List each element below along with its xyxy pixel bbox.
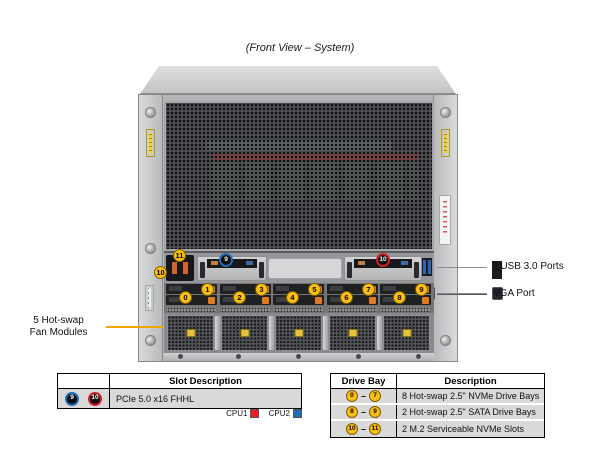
range-dash: – xyxy=(360,424,366,434)
pcie-slot-badge-cpu2: 9 xyxy=(65,392,79,406)
chassis-body xyxy=(138,94,458,362)
bay-range-cell xyxy=(331,421,397,437)
rack-ear-left xyxy=(139,95,163,361)
fan-module xyxy=(383,315,430,351)
fan-handle xyxy=(322,315,329,351)
warning-label xyxy=(146,129,155,157)
bay-description-cell: 2 M.2 Serviceable NVMe Slots xyxy=(402,424,525,434)
drive-bay-pair xyxy=(327,284,378,312)
bay-range-cell xyxy=(331,405,397,419)
bay-description-cell: 8 Hot-swap 2.5" NVMe Drive Bays xyxy=(402,391,540,401)
drive-table-row xyxy=(331,405,544,421)
slot-table-header-title: Slot Description xyxy=(169,375,242,387)
thumbscrew xyxy=(145,335,156,346)
m2-bay-number-badge: 10 xyxy=(154,266,167,279)
drive-bay-number-badge: 2 xyxy=(233,291,246,304)
thumbscrew xyxy=(145,243,156,254)
slot-description-cell xyxy=(110,389,301,408)
fan-module xyxy=(329,315,376,351)
callout-label-fans xyxy=(12,315,105,339)
bay-range-cell xyxy=(331,389,397,403)
drive-bay-row xyxy=(164,283,434,313)
blank-filler-panel xyxy=(268,258,342,279)
usb-ports xyxy=(422,258,432,276)
drive-bay-number-badge: 3 xyxy=(255,283,268,296)
callout-line-usb xyxy=(437,267,487,268)
drive-table-col2-header: Description xyxy=(444,375,497,387)
callout-line-fans xyxy=(106,326,163,328)
slot-description-text: PCIe 5.0 x16 FHHL xyxy=(116,393,195,404)
service-tag xyxy=(439,195,451,245)
slot-table-header-empty xyxy=(58,374,110,388)
chassis-base-rail xyxy=(164,353,434,361)
range-dash: – xyxy=(360,407,366,417)
drive-table-row xyxy=(331,421,544,437)
pcie-slot-badge-cpu2: 9 xyxy=(219,253,233,267)
screw xyxy=(356,354,361,359)
callout-label-usb: 2 USB 3.0 Ports xyxy=(492,261,502,279)
fan-module xyxy=(275,315,322,351)
slot-table-row xyxy=(58,389,301,408)
fan-handle xyxy=(376,315,383,351)
fan-module xyxy=(167,315,214,351)
cpu2-legend-item xyxy=(269,409,302,418)
cpu1-legend-item xyxy=(226,409,259,418)
fan-row xyxy=(164,313,434,353)
figure-title: (Front View – System) xyxy=(245,42,355,54)
drive-bay-number-badge: 10 xyxy=(346,423,358,435)
drive-bay-number-badge: 8 xyxy=(346,406,358,418)
callout-label-vga: VGA Port xyxy=(493,288,535,299)
thumbscrew xyxy=(145,107,156,118)
range-dash: – xyxy=(360,391,366,401)
drive-bay-number-badge: 7 xyxy=(369,390,381,402)
fan-warning-label xyxy=(348,329,357,337)
front-mesh-grille xyxy=(164,101,434,251)
m2-bay-number-badge: 11 xyxy=(173,249,186,262)
status-led-strip xyxy=(145,285,154,311)
screw xyxy=(296,354,301,359)
drive-bay-number-badge: 9 xyxy=(369,406,381,418)
callout-label-fans-line1: 5 Hot-swap xyxy=(33,315,84,326)
drive-bay-number-badge: 4 xyxy=(286,291,299,304)
callout-line-vga xyxy=(437,293,487,295)
drive-bay-number-badge: 0 xyxy=(179,291,192,304)
vent-strip xyxy=(167,307,216,312)
fan-warning-label xyxy=(186,329,195,337)
drive-bay-number-badge: 8 xyxy=(393,291,406,304)
slot-description-table xyxy=(57,373,302,409)
chassis-top-lid xyxy=(140,66,456,94)
thumbscrew xyxy=(440,335,451,346)
drive-bay-pair xyxy=(273,284,324,312)
cpu-legend xyxy=(57,409,302,418)
fan-handle xyxy=(268,315,275,351)
thumbscrew xyxy=(440,107,451,118)
drive-table-row xyxy=(331,389,544,405)
drive-bay-table xyxy=(330,373,545,438)
mesh-overlay xyxy=(166,103,432,249)
drive-bay-number-badge: 0 xyxy=(346,390,358,402)
vent-strip xyxy=(328,307,377,312)
fan-module xyxy=(221,315,268,351)
server-front-view xyxy=(138,66,458,362)
pcie-slot-badge-cpu1: 10 xyxy=(376,253,390,267)
cpu1-legend-label: CPU1 xyxy=(226,409,248,418)
screw xyxy=(416,354,421,359)
drive-table-header xyxy=(331,374,544,389)
vent-strip xyxy=(221,307,270,312)
callout-label-fans-line2: Fan Modules xyxy=(29,327,88,338)
drive-bay-pair xyxy=(220,284,271,312)
slot-table-header xyxy=(58,374,301,389)
vent-strip xyxy=(381,307,430,312)
fan-warning-label xyxy=(402,329,411,337)
drive-bay-number-badge: 1 xyxy=(201,283,214,296)
cpu2-legend-label: CPU2 xyxy=(268,409,290,418)
io-panel-row xyxy=(156,250,434,283)
drive-bay-number-badge: 6 xyxy=(340,291,353,304)
drive-bay-pair xyxy=(380,284,431,312)
warning-label xyxy=(441,129,450,157)
screw xyxy=(236,354,241,359)
drive-table-col1-header: Drive Bay xyxy=(331,374,397,388)
drive-bay-number-badge: 9 xyxy=(415,283,428,296)
rack-ear-right xyxy=(433,95,457,361)
fan-warning-label xyxy=(240,329,249,337)
drive-bay-number-badge: 11 xyxy=(369,423,381,435)
fan-warning-label xyxy=(294,329,303,337)
fan-handle xyxy=(214,315,221,351)
vent-strip xyxy=(274,307,323,312)
screw xyxy=(178,354,183,359)
bay-description-cell: 2 Hot-swap 2.5" SATA Drive Bays xyxy=(402,407,536,417)
drive-bay-number-badge: 5 xyxy=(308,283,321,296)
cpu1-color-swatch xyxy=(250,409,259,418)
slot-badges-cell xyxy=(58,389,110,408)
cpu2-color-swatch xyxy=(293,409,302,418)
drive-bay-number-badge: 7 xyxy=(362,283,375,296)
drive-bay-pair xyxy=(166,284,217,312)
pcie-slot-badge-cpu1: 10 xyxy=(88,392,102,406)
